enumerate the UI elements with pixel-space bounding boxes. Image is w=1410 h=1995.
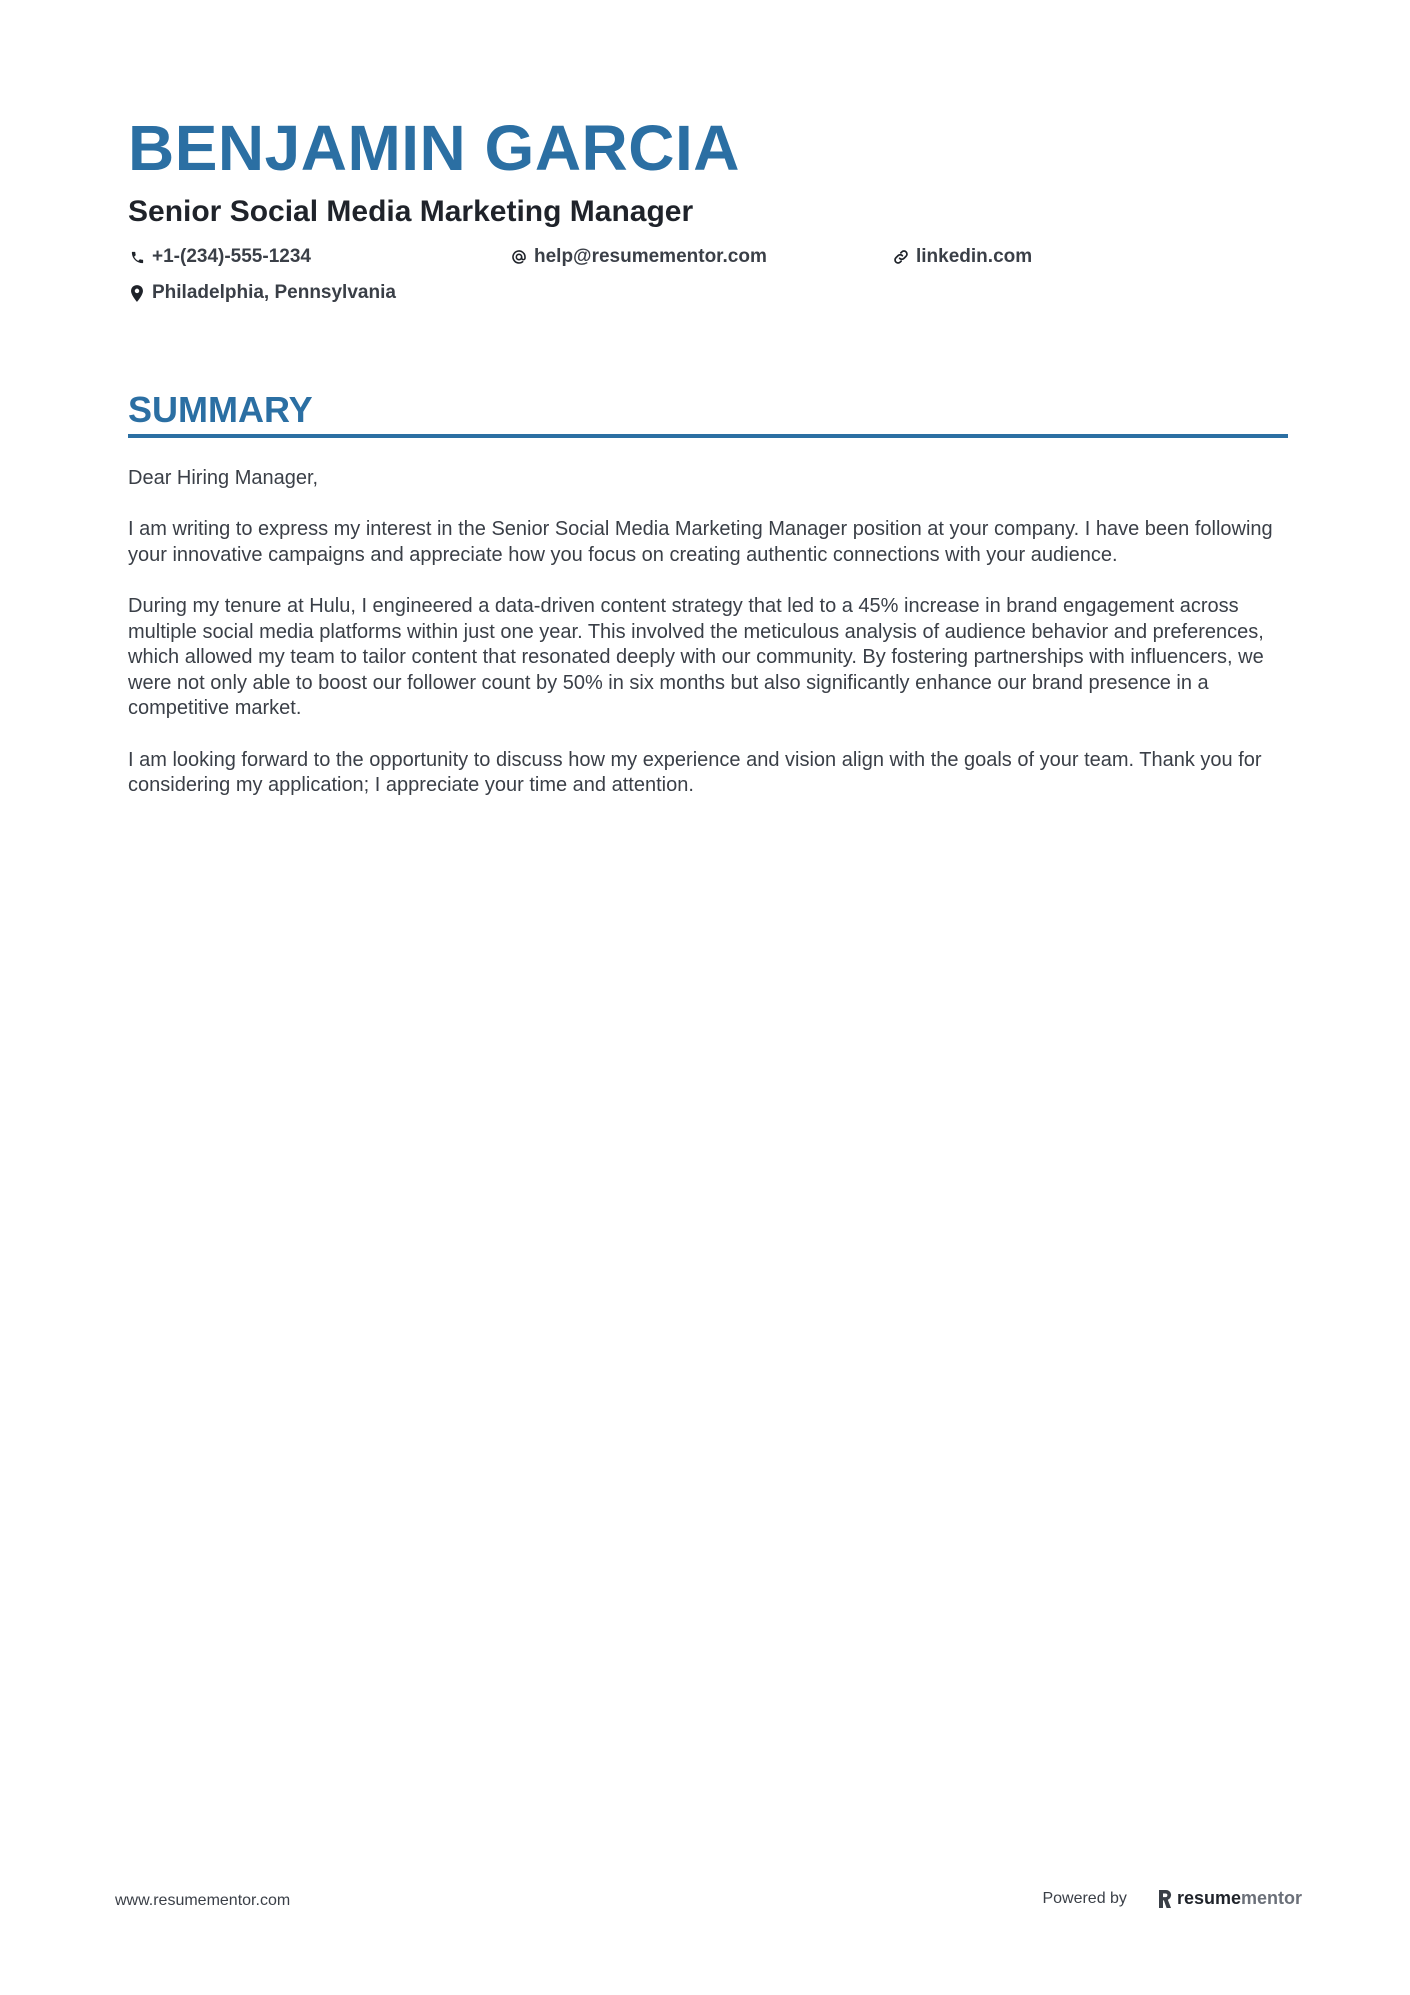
greeting: Dear Hiring Manager,	[128, 467, 319, 489]
linkedin-link[interactable]: linkedin.com	[916, 246, 1033, 267]
contact-linkedin[interactable]	[892, 242, 1032, 272]
contact-email[interactable]	[510, 242, 767, 272]
job-title: Senior Social Media Marketing Manager	[128, 195, 694, 228]
footer-website[interactable]: www.resumementor.com	[115, 1892, 291, 1909]
at-icon	[510, 248, 528, 266]
email-link[interactable]: help@resumementor.com	[534, 246, 767, 267]
paragraph: I am looking forward to the opportunity to discuss how my experience and vision align with the goals of your team. Thank you for considering my application; I appreciate your time and attention.	[128, 748, 1262, 797]
contact-phone	[128, 242, 311, 272]
resume-header	[128, 112, 1288, 322]
section-heading: SUMMARY	[128, 389, 313, 430]
brand-name-part1: resume	[1176, 1888, 1241, 1908]
location-text: Philadelphia, Pennsylvania	[152, 282, 396, 303]
contact-location	[128, 278, 396, 308]
map-pin-icon	[128, 284, 146, 302]
logo-mark-icon	[1157, 1889, 1173, 1909]
letter-body	[128, 466, 1288, 799]
phone-icon	[128, 248, 146, 266]
contact-info	[128, 242, 1288, 322]
powered-by-label: Powered by	[1042, 1889, 1127, 1907]
brand-logo[interactable]	[1157, 1888, 1302, 1909]
paragraph: During my tenure at Hulu, I engineered a data-driven content strategy that led to a 45% increase in brand engagement across multiple social media platforms within just one year. This involved the meticulous analysis of audience behavior and preferences, which allowed my team to tailor content that resonated deeply with our community. By fostering partnerships with influencers, we were not only able to boost our follower count by 50% in six months but also significantly enhance our brand presence in a competitive market.	[128, 594, 1264, 720]
link-icon	[892, 248, 910, 266]
footer-branding	[1042, 1888, 1302, 1909]
candidate-name: BENJAMIN GARCIA	[128, 112, 740, 184]
summary-section	[128, 388, 1288, 824]
paragraph: I am writing to express my interest in the Senior Social Media Marketing Manager position at your company. I have been following your innovative campaigns and appreciate how you focus on creating authentic connections with your audience.	[128, 518, 1273, 566]
phone-text: +1-(234)-555-1234	[152, 246, 311, 267]
section-divider	[128, 434, 1288, 438]
brand-name-part2: mentor	[1240, 1888, 1302, 1908]
